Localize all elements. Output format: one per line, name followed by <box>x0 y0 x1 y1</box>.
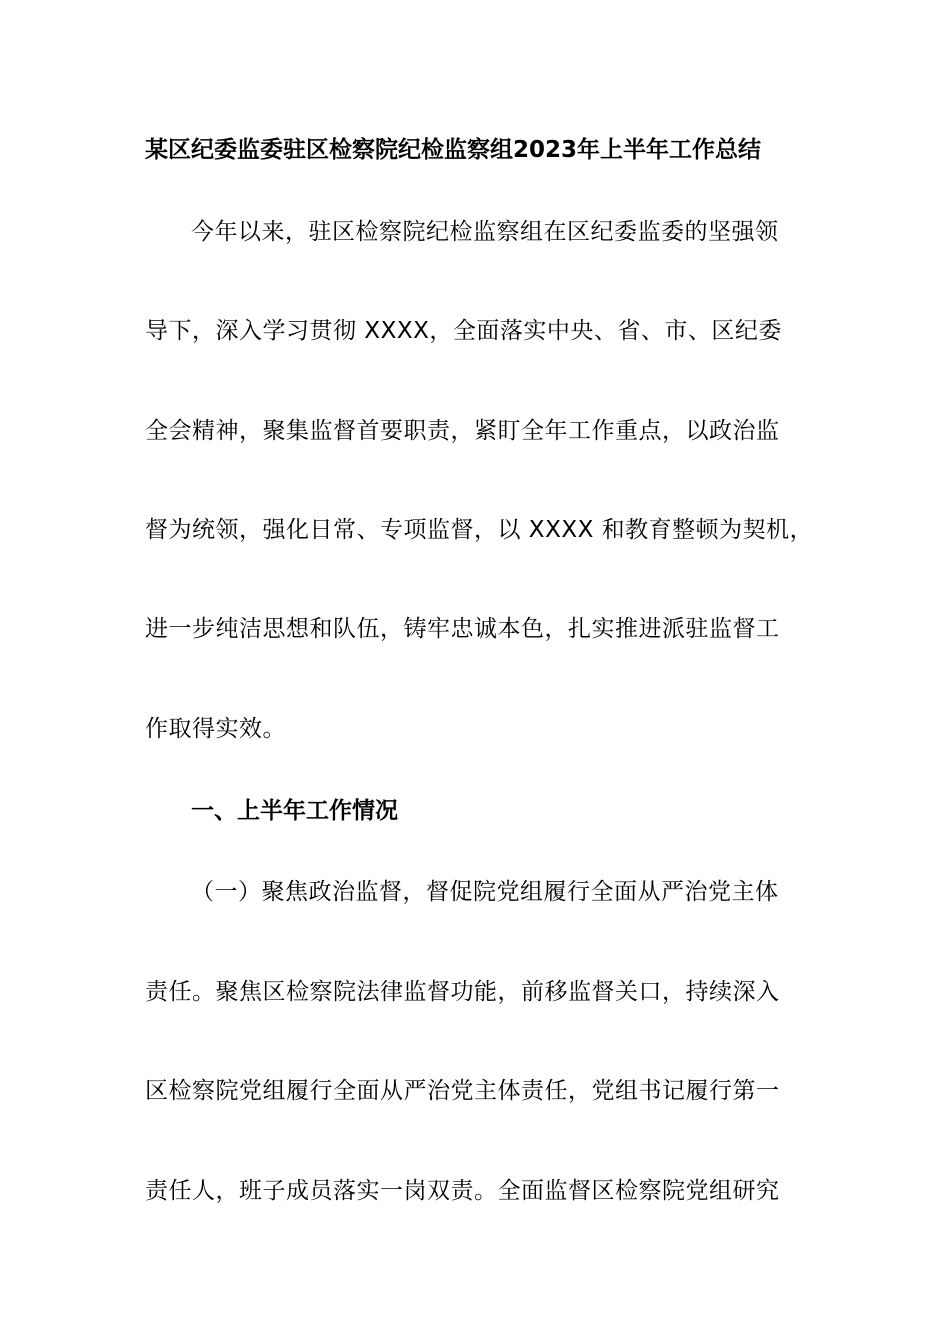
document-title: 某区纪委监委驻区检察院纪检监察组2023年上半年工作总结 <box>145 137 762 163</box>
paragraph-line: 全会精神，聚集监督首要职责，紧盯全年工作重点，以政治监 <box>145 418 780 444</box>
paragraph-line: 督为统领，强化日常、专项监督，以 XXXX 和教育整顿为契机， <box>145 517 814 543</box>
paragraph-line: 责任人，班子成员落实一岗双责。全面监督区检察院党组研究 <box>145 1178 780 1204</box>
paragraph-line: 责任。聚焦区检察院法律监督功能，前移监督关口，持续深入 <box>145 979 780 1005</box>
paragraph-line: （一）聚焦政治监督，督促院党组履行全面从严治党主体 <box>191 879 779 905</box>
paragraph-line: 导下，深入学习贯彻 XXXX，全面落实中央、省、市、区纪委 <box>145 318 782 344</box>
section-heading: 一、上半年工作情况 <box>191 798 398 824</box>
paragraph-line: 区检察院党组履行全面从严治党主体责任，党组书记履行第一 <box>145 1078 780 1104</box>
paragraph-line: 作取得实效。 <box>145 716 286 742</box>
paragraph-line: 进一步纯洁思想和队伍，铸牢忠诚本色，扎实推进派驻监督工 <box>145 616 780 642</box>
paragraph-line: 今年以来，驻区检察院纪检监察组在区纪委监委的坚强领 <box>191 219 779 245</box>
